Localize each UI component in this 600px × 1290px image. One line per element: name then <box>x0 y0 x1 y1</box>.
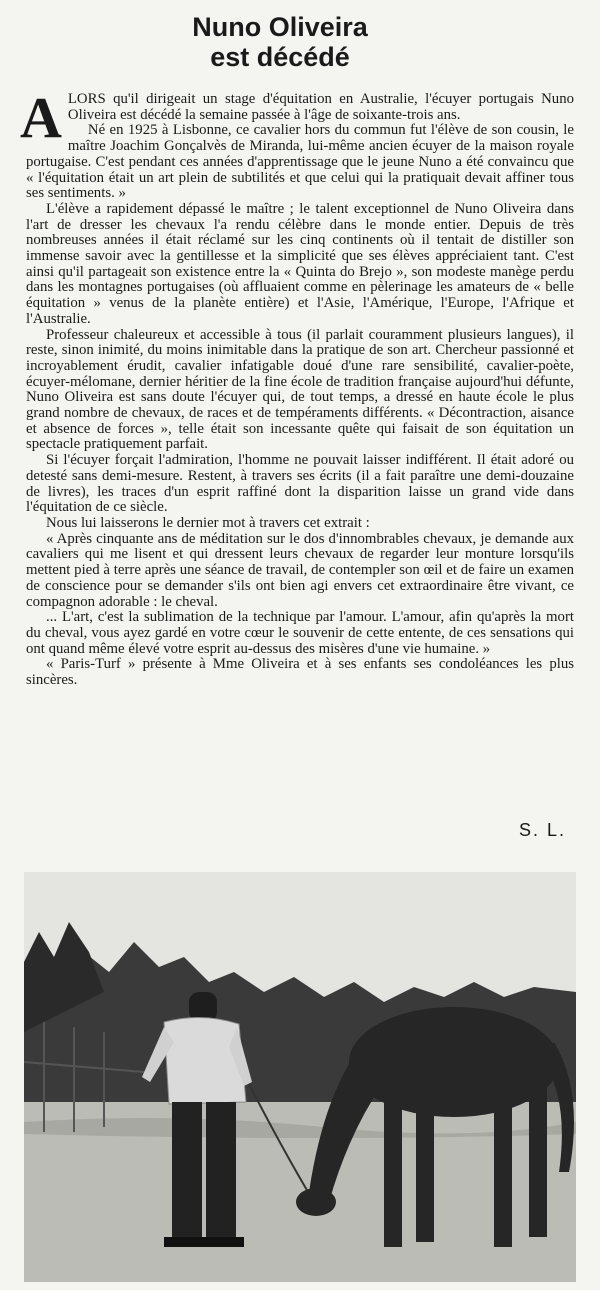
photo-illustration <box>24 872 576 1282</box>
paragraph-1-text: LORS qu'il dirigeait un stage d'équitation en Australie, l'écuyer portugais Nuno Oliveira est décédé la semaine passée à l'âge de soixante-trois ans. <box>67 91 574 123</box>
article-title <box>0 12 560 72</box>
paragraph-9: « Paris-Turf » présente à Mme Oliveira et à ses enfants ses condoléances les plus sincères. <box>26 656 574 689</box>
drop-cap: A <box>20 85 62 150</box>
title-line-2: est décédé <box>210 42 350 72</box>
paragraph-4: Professeur chaleureux et accessible à tous (il parlait couramment plusieurs langues), il reste, sinon inimité, du moins inimitable dans la pratique de son art. Chercheur passionné et incroyablement érudit, cavalier infatigable doué d'une rare sensibilité, cavalier-poète, écuyer-mélomane, dernier héritier de la fine école de tradition française aujourd'hui défunte, Nuno Oliveira est sans doute l'écuyer qui, de tout temps, a dressé en haute école le plus grand nombre de chevaux, de races et de tempéraments différents. « Décontraction, aisance et absence de forces », telle était son incessante quête qui faisait de son équitation un spectacle pratiquement parfait. <box>26 326 574 453</box>
article-body <box>20 85 574 689</box>
photo-rider-with-horse <box>24 872 576 1282</box>
paragraph-2: Né en 1925 à Lisbonne, ce cavalier hors du commun fut l'élève de son cousin, le maître Joachim Gonçalvès de Miranda, lui-même ancien écuyer de la maison royale portugaise. C'est pendant ces années d'apprentissage que le jeune Nuno a été convaincu que « l'équitation était un art plein de subtilités et que celui qui la pratiquait devait affiner tous ses sentiments. » <box>26 122 574 202</box>
paragraph-7-quote: « Après cinquante ans de méditation sur le dos d'innombrables chevaux, je demande aux cavaliers qui me lisent et qui dressent leurs chevaux de regarder leur monture lorsqu'ils mettent pied à terre après une séance de travail, de contempler son œil et de faire un examen de conscience pour se demander s'ils ont bien agi envers cet extraordinaire être vivant, ce compagnon adorable : le cheval. <box>26 530 574 610</box>
author-signature: S. L. <box>518 820 566 840</box>
paragraph-8-quote: ... L'art, c'est la sublimation de la technique par l'amour. L'amour, afin qu'après la mort du cheval, vous ayez gardé en votre cœur le souvenir de cette entente, de ces sensations qui ont quand même élevé votre esprit au-dessus des misères d'une vie humaine. » <box>26 609 574 657</box>
paragraph-3: L'élève a rapidement dépassé le maître ; le talent exceptionnel de Nuno Oliveira dans l'art de dresser les chevaux l'a rendu célèbre dans le monde entier. Depuis de très nombreuses années il était réclamé sur les cinq continents où il tentait de distiller son immense savoir avec la gentillesse et la simplicité que ses élèves appréciaient tant. C'est ainsi qu'il partageait son existence entre la « Quinta do Brejo », son modeste manège perdu dans les montagnes portugaises (où affluaient comme en pèlerinage les amateurs de « belle équitation » venus de la planète entière) et l'Asie, l'Amérique, l'Europe, l'Afrique et l'Australie. <box>26 200 574 327</box>
paragraph-5: Si l'écuyer forçait l'admiration, l'homme ne pouvait laisser indifférent. Il était adoré ou detesté sans demi-mesure. Restent, à travers ses écrits (il a fait paraître une demi-douzaine de livres), les traces d'un esprit raffiné dont la disparition laisse un grand vide dans l'équitation de ce siècle. <box>26 452 574 516</box>
title-line-1: Nuno Oliveira <box>192 12 368 42</box>
paragraph-1 <box>20 85 574 150</box>
paragraph-6: Nous lui laisserons le dernier mot à travers cet extrait : <box>46 514 370 531</box>
